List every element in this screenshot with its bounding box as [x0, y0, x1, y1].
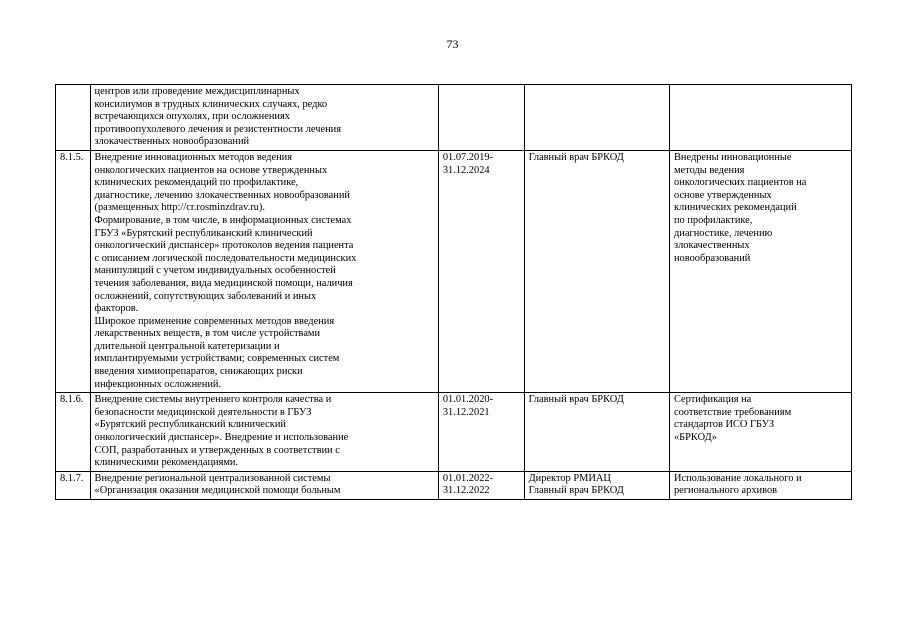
- measure-description: [90, 85, 438, 151]
- responsible-line: Директор РМИАЦ: [528, 472, 611, 484]
- text-line: введения химиопрепаратов, снижающих риски: [94, 366, 303, 378]
- measure-result: [669, 471, 851, 499]
- period-end: 31.12.2024: [442, 164, 490, 176]
- period-end: 31.12.2021: [442, 406, 490, 418]
- text-line: диагностике, лечению злокачественных новообразований: [94, 189, 350, 201]
- text-line: манипуляций с учетом индивидуальных особенностей: [94, 265, 336, 277]
- page-number: 73: [446, 37, 459, 51]
- result-line: методы ведения: [673, 164, 745, 176]
- text-line: Широкое применение современных методов введения: [94, 315, 335, 327]
- table-row: [56, 150, 852, 392]
- text-line: Внедрение инновационных методов ведения: [94, 151, 292, 163]
- text-line: СОП, разработанных и утвержденных в соответствии с: [94, 444, 340, 456]
- responsible-line: Главный врач БРКОД: [528, 151, 624, 163]
- row-number: 8.1.5.: [56, 150, 91, 392]
- measure-responsible: [524, 471, 669, 499]
- result-line: диагностике, лечению: [673, 227, 773, 239]
- measure-result: [669, 393, 851, 472]
- result-line: регионального архивов: [673, 485, 778, 497]
- measure-period: [438, 393, 524, 472]
- result-line: клинических рекомендаций: [673, 202, 797, 214]
- measure-period: [438, 150, 524, 392]
- period-start: 01.01.2020-: [442, 394, 494, 406]
- measure-description: [90, 150, 438, 392]
- text-line: онкологических пациентов на основе утвержденных: [94, 164, 328, 176]
- result-line: по профилактике,: [673, 214, 753, 226]
- measure-result: [669, 150, 851, 392]
- measure-period: [438, 85, 524, 151]
- result-line: соответствие требованиям: [673, 406, 792, 418]
- text-line: осложнений, сопутствующих заболеваний и иных: [94, 290, 317, 302]
- result-line: основе утвержденных: [673, 189, 772, 201]
- text-line: течения заболевания, вида медицинской помощи, наличия: [94, 277, 353, 289]
- text-line: лекарственных веществ, в том числе устройствами: [94, 328, 321, 340]
- text-line: консилиумов в трудных клинических случаях, редко: [94, 98, 328, 110]
- result-line: Сертификация на: [673, 394, 752, 406]
- text-line: Формирование, в том числе, в информационных системах: [94, 214, 352, 226]
- text-line: клинических рекомендаций по профилактике,: [94, 177, 299, 189]
- text-line: онкологический диспансер» протоколов ведения пациента: [94, 240, 354, 252]
- period-start: 01.07.2019-: [442, 151, 494, 163]
- measure-description: [90, 393, 438, 472]
- text-line: факторов.: [94, 303, 139, 315]
- text-line: Внедрение системы внутреннего контроля качества и: [94, 394, 332, 406]
- text-line: Внедрение региональной централизованной системы: [94, 472, 331, 484]
- result-line: онкологических пациентов на: [673, 177, 807, 189]
- text-line: безопасности медицинской деятельности в ГБУЗ: [94, 406, 312, 418]
- text-line: «Организация оказания медицинской помощи больным: [94, 485, 341, 497]
- row-number: 8.1.7.: [56, 471, 91, 499]
- result-line: Использование локального и: [673, 472, 802, 484]
- text-line: злокачественных новообразований: [94, 136, 250, 148]
- text-line: встречающихся опухолях, при осложнениях: [94, 111, 290, 123]
- responsible-line: Главный врач БРКОД: [528, 485, 624, 497]
- table-row: [56, 471, 852, 499]
- measure-period: [438, 471, 524, 499]
- text-line: онкологический диспансер». Внедрение и использование: [94, 432, 349, 444]
- measure-result: [669, 85, 851, 151]
- measure-responsible: [524, 393, 669, 472]
- table-row: [56, 393, 852, 472]
- result-line: стандартов ИСО ГБУЗ: [673, 419, 775, 431]
- text-line: имплантируемыми устройствами; современных систем: [94, 353, 340, 365]
- measure-description: [90, 471, 438, 499]
- period-start: 01.01.2022-: [442, 472, 494, 484]
- result-line: Внедрены инновационные: [673, 151, 792, 163]
- text-line: ГБУЗ «Бурятский республиканский клинический: [94, 227, 313, 239]
- result-line: «БРКОД»: [673, 432, 717, 444]
- responsible-line: Главный врач БРКОД: [528, 394, 624, 406]
- measure-responsible: [524, 85, 669, 151]
- table-row: [56, 85, 852, 151]
- text-line: противоопухолевого лечения и резистентности лечения: [94, 123, 341, 135]
- text-line: центров или проведение междисциплинарных: [94, 86, 300, 97]
- text-line: «Бурятский республиканский клинический: [94, 419, 286, 431]
- row-number: 8.1.6.: [56, 393, 91, 472]
- result-line: новообразований: [673, 252, 751, 264]
- measures-table: [55, 84, 852, 500]
- text-line: инфекционных осложнений.: [94, 378, 222, 390]
- text-line: длительной центральной катетеризации и: [94, 340, 280, 352]
- text-line: (размещенных http://cr.rosminzdrav.ru).: [94, 202, 265, 214]
- text-line: клиническими рекомендациями.: [94, 457, 239, 469]
- result-line: злокачественных: [673, 240, 750, 252]
- text-line: с описанием логической последовательности медицинских: [94, 252, 357, 264]
- period-end: 31.12.2022: [442, 485, 490, 497]
- measure-responsible: [524, 150, 669, 392]
- row-number: [56, 85, 91, 151]
